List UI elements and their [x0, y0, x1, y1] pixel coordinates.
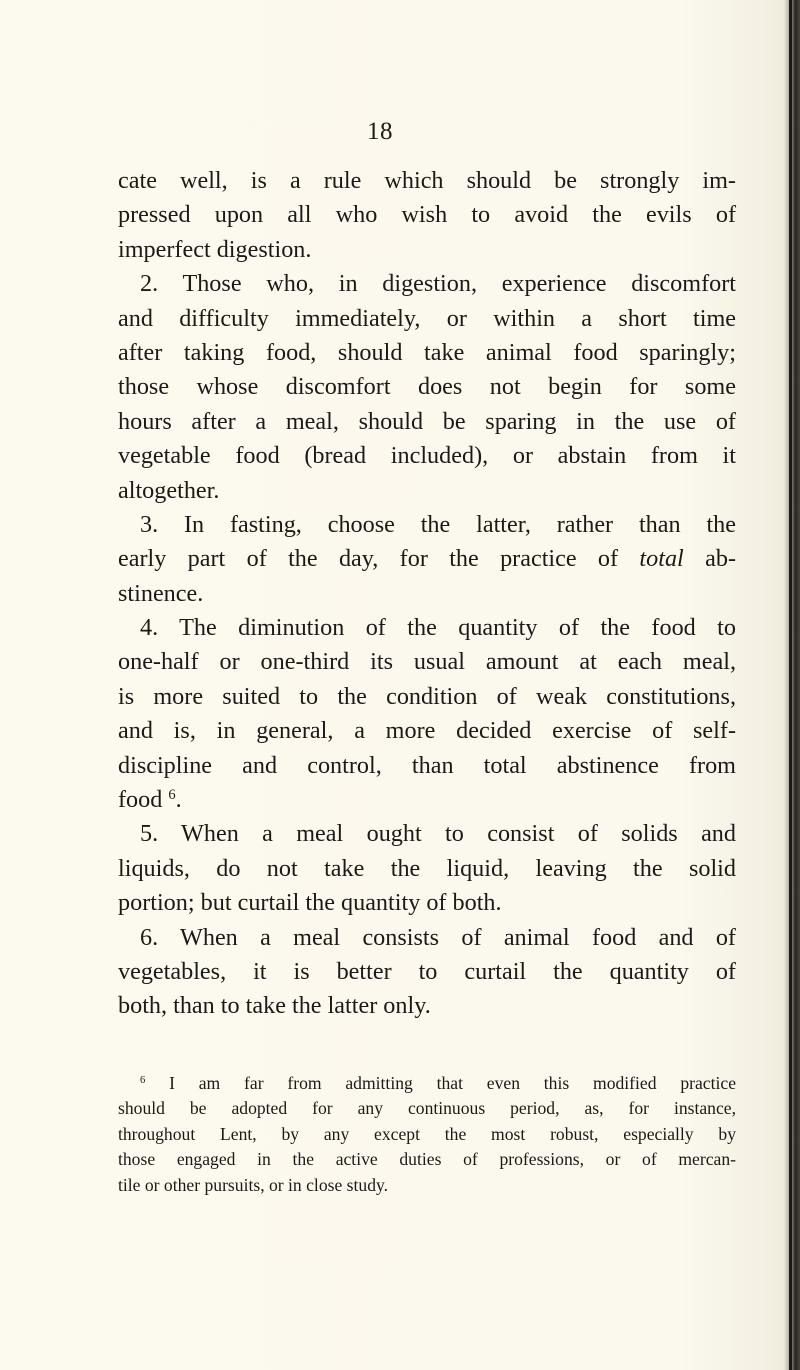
- text-line: altogether.: [118, 476, 220, 504]
- text-line: 6. When a meal consists of animal food and of: [140, 923, 736, 951]
- text-line: portion; but curtail the quantity of both.: [118, 889, 502, 917]
- text-line: one-half or one-third its usual amount at each meal,: [118, 648, 736, 676]
- text-line: hours after a meal, should be sparing in the use of: [118, 407, 736, 435]
- text-line: pressed upon all who wish to avoid the evils of: [118, 201, 736, 229]
- text-line: stinence.: [118, 579, 204, 607]
- text-line: 4. The diminution of the quantity of the food to: [140, 614, 736, 642]
- text-line: liquids, do not take the liquid, leaving the solid: [118, 854, 736, 882]
- binding-edge: [789, 0, 792, 1370]
- text-segment: I am far from admitting that even this modified practice: [169, 1073, 736, 1093]
- italic-word: total: [639, 545, 684, 573]
- text-segment: early part of the day, for the practice of: [118, 545, 619, 573]
- text-line: 2. Those who, in digestion, experience discomfort: [140, 270, 736, 298]
- text-segment: food: [118, 786, 163, 814]
- footnote-line: tile or other pursuits, or in close study.: [118, 1174, 389, 1195]
- page-edge-shadow: [784, 0, 800, 1370]
- footnote-line: those engaged in the active duties of professions, or of mercan-: [118, 1149, 736, 1170]
- text-line: [118, 542, 736, 576]
- text-line: and difficulty immediately, or within a short time: [118, 304, 736, 332]
- footnote-line: throughout Lent, by any except the most robust, especially by: [118, 1123, 736, 1144]
- text-line: vegetable food (bread included), or abstain from it: [118, 442, 736, 470]
- text-line: 3. In fasting, choose the latter, rather than the: [140, 510, 736, 538]
- text-line: after taking food, should take animal food sparingly;: [118, 338, 736, 366]
- text-segment: ab-: [705, 545, 736, 573]
- footnote-marker: 6: [140, 1075, 146, 1087]
- text-line: imperfect digestion.: [118, 235, 312, 263]
- text-line: 5. When a meal ought to consist of solids and: [140, 820, 736, 848]
- text-line: both, than to take the latter only.: [118, 992, 431, 1020]
- text-line: and is, in general, a more decided exercise of self-: [118, 717, 736, 745]
- footnote-line: should be adopted for any continuous period, as, for instance,: [118, 1098, 736, 1119]
- text-line: [118, 783, 736, 817]
- footnote-line: [118, 1071, 736, 1096]
- text-line: those whose discomfort does not begin for some: [118, 373, 736, 401]
- body-text: [118, 164, 736, 1024]
- footnote: [118, 1071, 736, 1198]
- text-line: vegetables, it is better to curtail the quantity of: [118, 957, 736, 985]
- footnote-reference: 6: [168, 787, 176, 804]
- text-line: cate well, is a rule which should be strongly im-: [118, 167, 736, 194]
- text-line: discipline and control, than total abstinence from: [118, 751, 736, 779]
- text-segment: .: [175, 786, 182, 814]
- page-number: 18: [367, 118, 393, 145]
- text-line: is more suited to the condition of weak constitutions,: [118, 682, 736, 710]
